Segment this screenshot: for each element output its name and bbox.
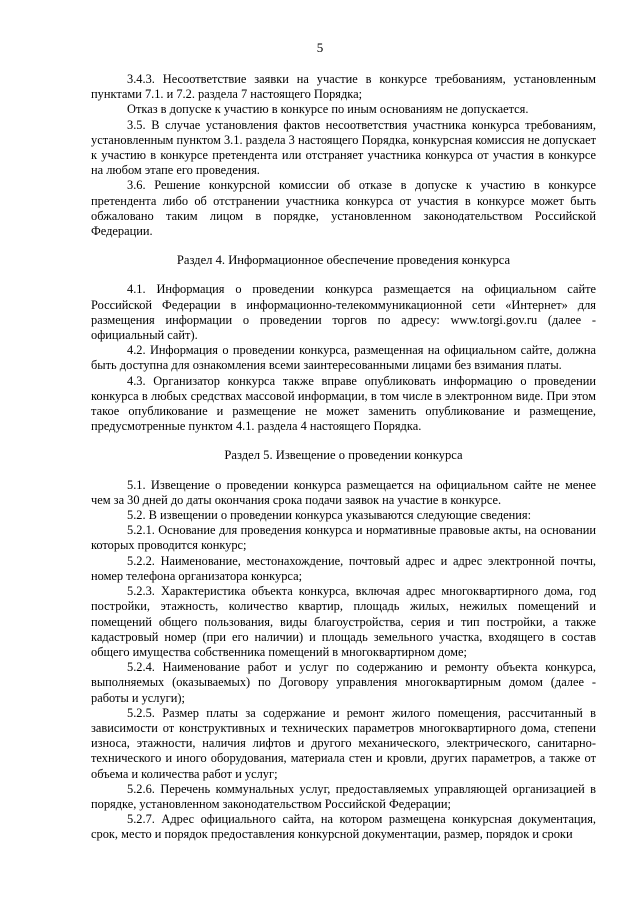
section-5-heading: Раздел 5. Извещение о проведении конкурса (224, 448, 463, 463)
paragraph: 3.4.3. Несоответствие заявки на участие в конкурсе требованиям, установленным пунктами 7.1. и 7.2. раздела 7 настоящего Порядка; (91, 72, 596, 102)
paragraph: 5.2.6. Перечень коммунальных услуг, предоставляемых управляющей организацией в порядке, установленном законодательством Российской Федерации; (91, 781, 596, 811)
paragraph: 5.2.4. Наименование работ и услуг по содержанию и ремонту объекта конкурса, выполняемых (оказываемых) по Договору управления многоквартирным домом (далее - работы и услуги); (91, 660, 596, 705)
paragraph: 5.2. В извещении о проведении конкурса указываются следующие сведения: (127, 508, 532, 523)
paragraph: 4.3. Организатор конкурса также вправе опубликовать информацию о проведении конкурса в любых средствах массовой информации, в том числе в электронном виде. При этом такое опубликование и размещение не может заменить опубликование и размещение, предусмотренные пунктом 4.1. раздела 4 настоящего Порядка. (91, 373, 596, 434)
paragraph: 4.2. Информация о проведении конкурса, размещенная на официальном сайте, должна быть доступна для ознакомления всеми заинтересованными лицами без взимания платы. (91, 343, 596, 373)
paragraph: 5.2.7. Адрес официального сайта, на котором размещена конкурсная документация, срок, место и порядок предоставления конкурсной документации, размер, порядок и сроки (91, 812, 596, 842)
paragraph: 3.5. В случае установления фактов несоответствия участника конкурса требованиям, установленным пунктом 3.1. раздела 3 настоящего Порядка, конкурсная комиссия не допускает к участию в конкурсе претендента или отстраняет участника конкурса от участия в конкурсе на любом этапе его проведения. (91, 117, 596, 178)
page-number: 5 (316, 40, 324, 55)
paragraph: 5.2.1. Основание для проведения конкурса и нормативные правовые акты, на основании которых проводится конкурс; (91, 523, 596, 553)
paragraph: 5.2.5. Размер платы за содержание и ремонт жилого помещения, рассчитанный в зависимости от конструктивных и технических параметров многоквартирного дома, степени износа, этажности, наличия лифтов и другого механического, электрического, санитарно-технического и иного оборудования, материала стен и кровли, других параметров, а также от объема и количества работ и услуг; (91, 705, 596, 781)
paragraph: 3.6. Решение конкурсной комиссии об отказе в допуске к участию в конкурсе претендента либо об отстранении участника конкурса от участия в конкурсе может быть обжаловано таким лицом в порядке, установленном законодательством Российской Федерации. (91, 178, 596, 239)
paragraph: 5.2.2. Наименование, местонахождение, почтовый адрес и адрес электронной почты, номер телефона организатора конкурса; (91, 553, 596, 583)
paragraph: 5.1. Извещение о проведении конкурса размещается на официальном сайте не менее чем за 30 дней до даты окончания срока подачи заявок на участие в конкурсе. (91, 477, 596, 507)
paragraph: Отказ в допуске к участию в конкурсе по иным основаниям не допускается. (127, 102, 529, 117)
section-4-heading: Раздел 4. Информационное обеспечение проведения конкурса (176, 253, 511, 268)
paragraph: 4.1. Информация о проведении конкурса размещается на официальном сайте Российской Федерации в информационно-телекоммуникационной сети «Интернет» для размещения информации о проведении торгов по адресу: www.torgi.gov.ru (далее - официальный сайт). (91, 282, 596, 343)
document-body (91, 72, 596, 843)
paragraph: 5.2.3. Характеристика объекта конкурса, включая адрес многоквартирного дома, год постройки, этажность, количество квартир, площадь жилых, нежилых помещений и помещений общего пользования, виды благоустройства, серия и тип постройки, а также кадастровый номер (при его наличии) и площадь земельного участка, входящего в состав общего имущества собственника помещений в многоквартирном доме; (91, 584, 596, 659)
